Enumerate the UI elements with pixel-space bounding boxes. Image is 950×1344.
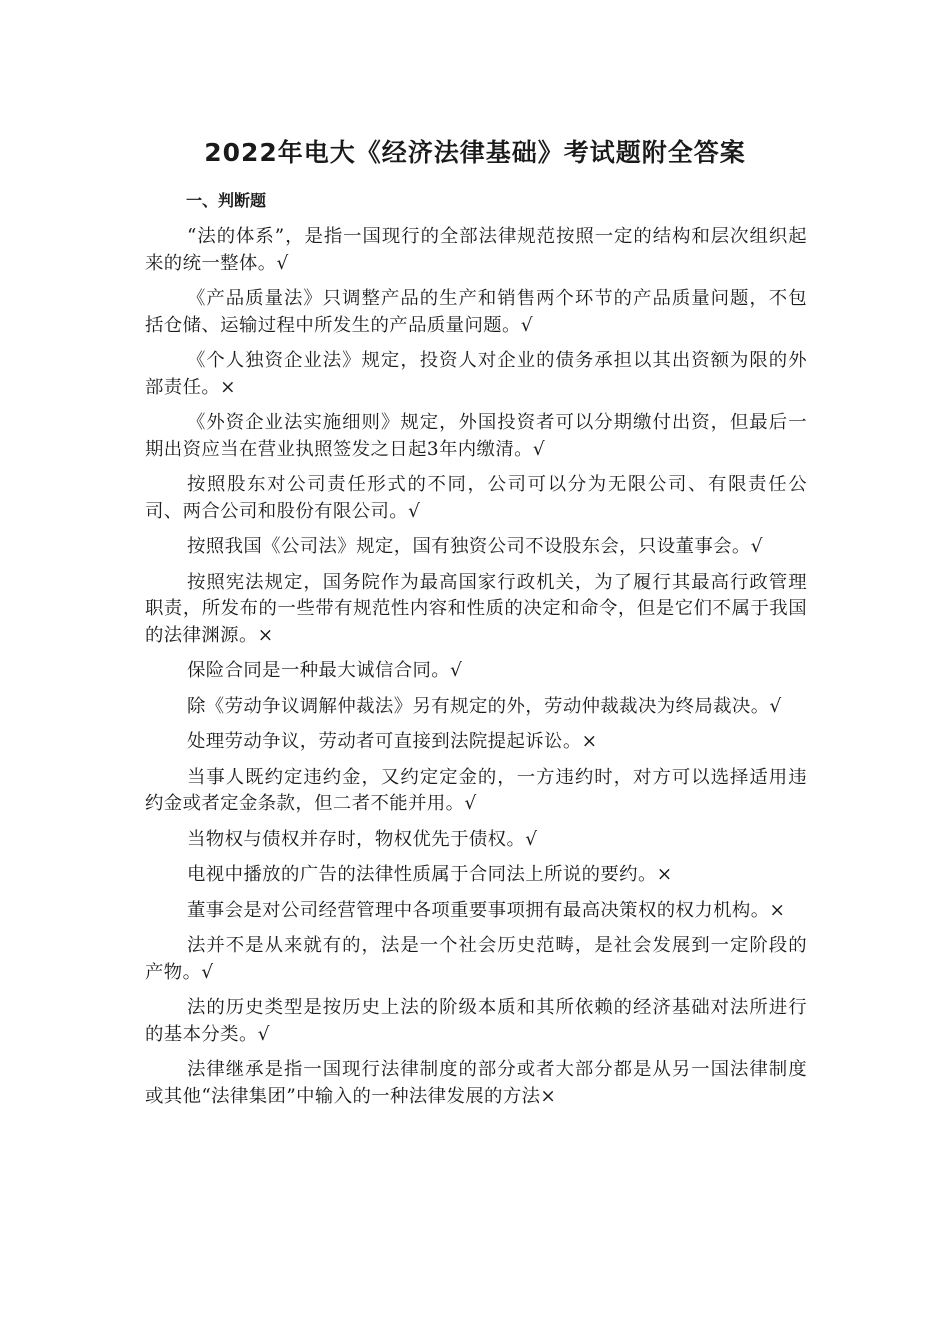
question-item: 《外资企业法实施细则》规定，外国投资者可以分期缴付出资，但最后一期出资应当在营业执照签发之日起3年内缴清。√ — [145, 412, 807, 460]
question-item: 董事会是对公司经营管理中各项重要事项拥有最高决策权的权力机构。× — [187, 899, 786, 921]
section-heading: 一、判断题 — [186, 191, 267, 210]
question-item: 按照宪法规定，国务院作为最高国家行政机关，为了履行其最高行政管理职责，所发布的一些带有规范性内容和性质的决定和命令，但是它们不属于我国的法律渊源。× — [145, 571, 807, 646]
question-item: 保险合同是一种最大诚信合同。√ — [187, 660, 463, 681]
document-title: 2022年电大《经济法律基础》考试题附全答案 — [204, 138, 746, 167]
question-item: 处理劳动争议，劳动者可直接到法院提起诉讼。× — [187, 731, 598, 752]
question-item: “法的体系”，是指一国现行的全部法律规范按照一定的结构和层次组织起来的统一整体。√ — [145, 226, 807, 274]
question-item: 法的历史类型是按历史上法的阶级本质和其所依赖的经济基础对法所进行的基本分类。√ — [145, 997, 807, 1045]
question-item: 按照股东对公司责任形式的不同，公司可以分为无限公司、有限责任公司、两合公司和股份有限公司。√ — [145, 474, 807, 522]
question-item: 《个人独资企业法》规定，投资人对企业的债务承担以其出资额为限的外部责任。× — [145, 350, 807, 398]
question-item: 除《劳动争议调解仲裁法》另有规定的外，劳动仲裁裁决为终局裁决。√ — [187, 695, 782, 717]
question-item: 法并不是从来就有的，法是一个社会历史范畴，是社会发展到一定阶段的产物。√ — [145, 935, 807, 983]
question-item: 电视中播放的广告的法律性质属于合同法上所说的要约。× — [187, 864, 673, 885]
question-item: 法律继承是指一国现行法律制度的部分或者大部分都是从另一国法律制度或其他“法律集团”中输入的一种法律发展的方法× — [145, 1059, 807, 1107]
question-item: 《产品质量法》只调整产品的生产和销售两个环节的产品质量问题，不包括仓储、运输过程中所发生的产品质量问题。√ — [145, 288, 807, 336]
question-item: 按照我国《公司法》规定，国有独资公司不设股东会，只设董事会。√ — [187, 536, 763, 557]
question-item: 当物权与债权并存时，物权优先于债权。√ — [187, 828, 538, 850]
question-list — [145, 224, 807, 1119]
question-item: 当事人既约定违约金，又约定定金的，一方违约时，对方可以选择适用违约金或者定金条款，但二者不能并用。√ — [145, 766, 807, 814]
